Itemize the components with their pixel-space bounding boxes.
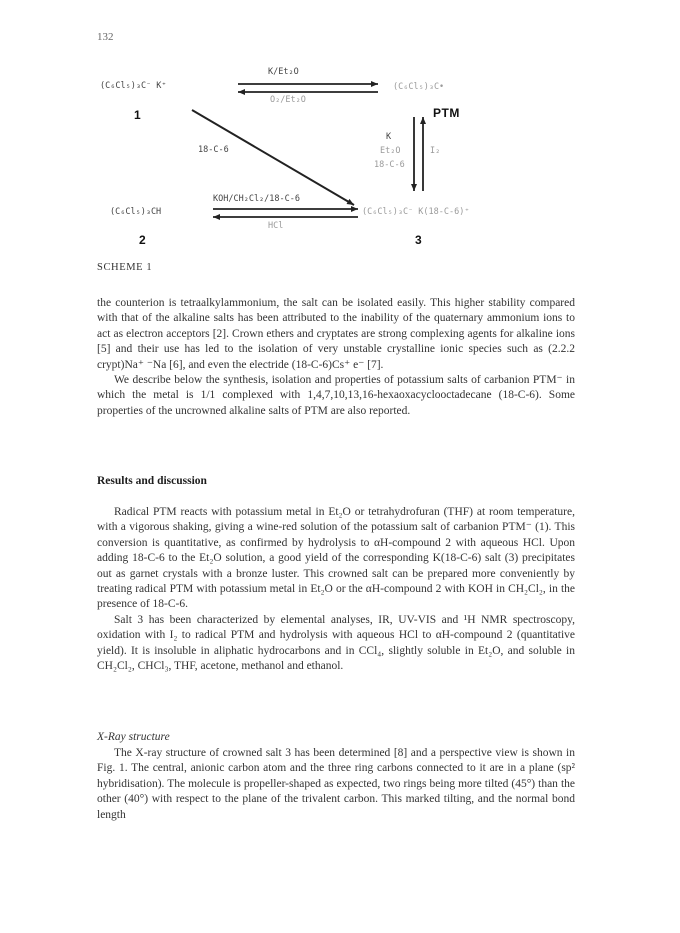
results-text [97, 505, 575, 674]
paragraph-results-2: Salt 3 has been characterized by elemental analyses, IR, UV-VIS and ¹H NMR spectroscopy, oxidation with I₂ to radical PTM and hydrolysis with aqueous HCl to αH-compound 2 (quantitative yield). It is insoluble in aliphatic hydrocarbons and in CCl₄, slightly soluble in Et₂O, and soluble in CH₂Cl₂, CHCl₃, THF, acetone, methanol and ethanol. [97, 613, 575, 673]
section-heading-results: Results and discussion [97, 475, 207, 487]
reagent-vertical-k: K [386, 132, 392, 142]
reaction-scheme [90, 55, 560, 260]
compound-number-3: 3 [415, 233, 422, 247]
reagent-bottom-lower: HCl [268, 221, 284, 231]
compound-hydride: (C₆Cl₅)₃CH [110, 207, 162, 217]
compound-salt-k: (C₆Cl₅)₃C⁻ K⁺ [100, 81, 167, 91]
subheading-xray: X-Ray structure [97, 731, 170, 743]
compound-number-1: 1 [134, 108, 141, 122]
paragraph-xray: The X-ray structure of crowned salt 3 has been determined [8] and a perspective view is shown in Fig. 1. The central, anionic carbon atom and the three ring carbons connected to it are in a plane (sp² hybridisation). The molecule is propeller-shaped as expected, two rings being more tilted (45°) than the other (40°) with respect to the plane of the trivalent carbon. This marked tilting, and the normal bond length [97, 747, 575, 821]
reagent-diagonal: 18-C-6 [198, 145, 229, 155]
paragraph-intro-2: We describe below the synthesis, isolation and properties of potassium salts of carbanion PTM⁻ in which the metal is 1/1 complexed with 1,4,7,10,13,16-hexaoxacyclooctadecane (18-C-6). Some properties of the uncrowned alkaline salts of PTM are also reported. [97, 374, 575, 417]
reagent-vertical-solvent: Et₂O [380, 146, 401, 156]
compound-number-2: 2 [139, 233, 146, 247]
paragraph-results-1: Radical PTM reacts with potassium metal in Et₂O or tetrahydrofuran (THF) at room temperature, with a vigorous shaking, giving a wine-red solution of the potassium salt of carbanion PTM⁻ (1). This conversion is quantitative, as confirmed by hydrolysis to αH-compound 2 with aqueous HCl. Upon adding 18-C-6 to the Et₂O solution, a good yield of the corresponding K(18-C-6) salt (3) precipitates out as garnet crystals with a bronze luster. This crowned salt can be prepared more conveniently by treating radical PTM with potassium metal in Et₂O or the αH-compound 2 with KOH in CH₂Cl₂, in the presence of 18-C-6. [97, 506, 575, 611]
ptm-label: PTM [433, 106, 460, 120]
reagent-bottom-upper: KOH/CH₂Cl₂/18-C-6 [213, 194, 300, 204]
page-number: 132 [97, 31, 114, 43]
scheme-caption: SCHEME 1 [97, 262, 153, 273]
reagent-vertical-i2: I₂ [430, 146, 441, 156]
compound-crown-salt: (C₆Cl₅)₃C⁻ K(18-C-6)⁺ [362, 207, 470, 217]
reagent-top-lower: O₂/Et₂O [270, 95, 306, 105]
arrow-diagonal [192, 110, 354, 205]
paragraph-intro-1: the counterion is tetraalkylammonium, the salt can be isolated easily. This higher stability compared with that of the alkaline salts has been attributed to the inability of the quaternary ammonium ions to act as electron acceptors [2]. Crown ethers and cryptates are strong complexing agents for alkaline ions [5] and their use has led to the isolation of very unstable crystalline ionic species such as (2.2.2 crypt)Na⁺ ⁻Na [6], and even the electride (18-C-6)Cs⁺ e⁻ [7]. [97, 297, 575, 371]
intro-text [97, 296, 575, 419]
xray-text [97, 746, 575, 823]
reagent-top-upper: K/Et₂O [268, 67, 299, 77]
reagent-vertical-crown: 18-C-6 [374, 160, 405, 170]
compound-radical: (C₆Cl₅)₃C• [393, 82, 445, 92]
